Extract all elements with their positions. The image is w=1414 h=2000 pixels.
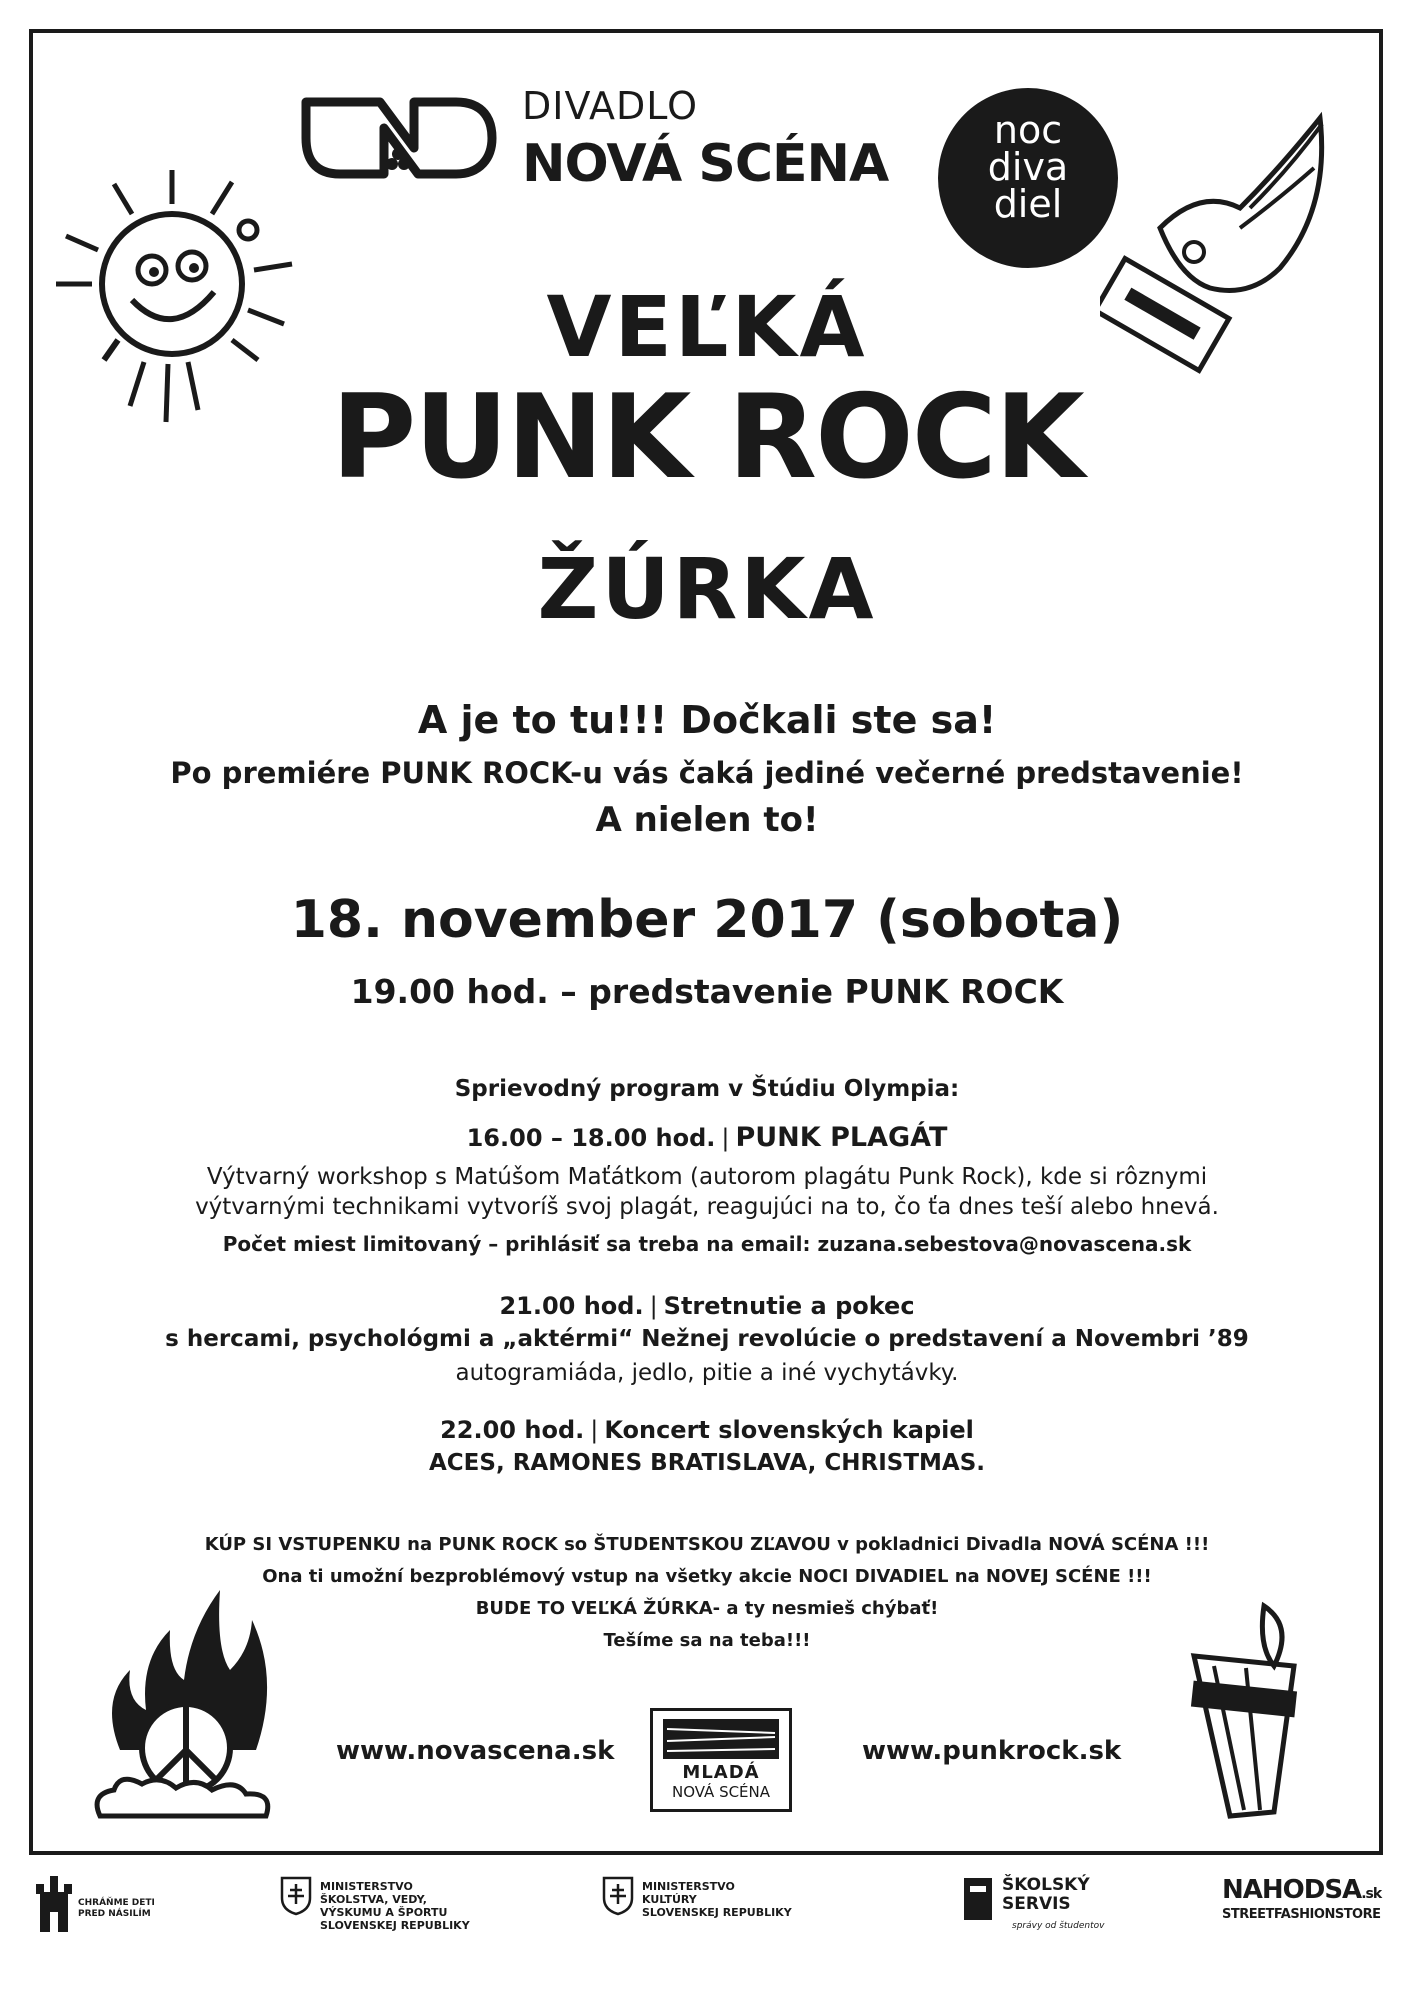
- ministry2-line2: KULTÚRY: [642, 1893, 697, 1906]
- intro-line3: A nielen to!: [595, 800, 819, 840]
- sponsor-nahodsa: [1222, 1876, 1381, 1921]
- nahodsa-suffix: .sk: [1361, 1886, 1382, 1902]
- intro-line1: A je to tu!!! Dočkali ste sa!: [417, 698, 997, 742]
- title-line2: PUNK ROCK: [331, 370, 1083, 505]
- ministry1-line2: ŠKOLSTVA, VEDY,: [320, 1893, 427, 1906]
- program-item-time: 22.00 hod.: [440, 1416, 585, 1444]
- scribble-icon: [663, 1719, 779, 1759]
- event-time: 19.00 hod. – predstavenie PUNK ROCK: [350, 972, 1064, 1011]
- footer-line3: BUDE TO VEĽKÁ ŽÚRKA- a ty nesmieš chýbať!: [475, 1598, 939, 1619]
- program-item-name: Koncert slovenských kapiel: [604, 1416, 974, 1444]
- footer-line4: Tešíme sa na teba!!!: [603, 1630, 811, 1651]
- logo-line1: DIVADLO: [522, 84, 699, 128]
- program-item-2-desc1: s hercami, psychológmi a „aktérmi“ Nežnej revolúcie o predstavení a Novembri ’89: [165, 1326, 1249, 1352]
- skolsky-line1: ŠKOLSKÝ: [1002, 1875, 1090, 1895]
- mlada-line2: NOVÁ SCÉNA: [671, 1783, 771, 1801]
- ministry2-line3: SLOVENSKEJ REPUBLIKY: [642, 1906, 792, 1919]
- separator: |: [590, 1416, 599, 1444]
- book-icon: [962, 1876, 994, 1922]
- nahodsa-line2: STREETFASHIONSTORE: [1222, 1907, 1381, 1922]
- noc-divadiel-badge: [938, 88, 1118, 268]
- castle-icon: [36, 1876, 72, 1932]
- ministry2-line1: MINISTERSTVO: [642, 1880, 735, 1893]
- footer-line2: Ona ti umožní bezproblémový vstup na všetky akcie NOCI DIVADIEL na NOVEJ SCÉNE !!!: [262, 1566, 1152, 1587]
- badge-line1: noc: [993, 108, 1063, 152]
- program-item-3-desc1: ACES, RAMONES BRATISLAVA, CHRISTMAS.: [429, 1450, 985, 1476]
- skolsky-line2: SERVIS: [1002, 1894, 1071, 1914]
- ministry1-line3: VÝSKUMU A ŠPORTU: [320, 1906, 448, 1919]
- program-item-name: PUNK PLAGÁT: [735, 1122, 948, 1153]
- program-item-time: 16.00 – 18.00 hod.: [466, 1124, 716, 1152]
- logo-line2: NOVÁ SCÉNA: [522, 134, 889, 194]
- slovak-coat-of-arms-icon: [280, 1876, 312, 1916]
- link-novascena[interactable]: www.novascena.sk: [336, 1736, 615, 1766]
- nahodsa-line1: NAHODSA: [1222, 1875, 1362, 1905]
- footer-line1: KÚP SI VSTUPENKU na PUNK ROCK so ŠTUDENTSKOU ZĽAVOU v pokladnici Divadla NOVÁ SCÉNA !!!: [204, 1534, 1210, 1555]
- separator: |: [721, 1124, 730, 1152]
- title-line1: VEĽKÁ: [546, 278, 868, 376]
- slovak-coat-of-arms-icon: [602, 1876, 634, 1916]
- nova-scena-logo-icon: [296, 88, 502, 188]
- program-item-time: 21.00 hod.: [499, 1292, 644, 1320]
- ministry1-line4: SLOVENSKEJ REPUBLIKY: [320, 1919, 470, 1932]
- badge-line3: diel: [993, 182, 1063, 226]
- separator: |: [649, 1292, 658, 1320]
- badge-line2: diva: [987, 145, 1069, 189]
- program-item-2-title: [0, 1292, 1414, 1320]
- title-line3: ŽÚRKA: [537, 540, 877, 638]
- program-item-1-desc2: výtvarnými technikami vytvoríš svoj plagát, reagujúci na to, čo ťa dnes teší alebo hnevá.: [195, 1194, 1219, 1220]
- mlada-nova-scena-logo: [650, 1708, 792, 1812]
- program-heading: Sprievodný program v Štúdiu Olympia:: [454, 1076, 960, 1102]
- program-item-3-title: [0, 1416, 1414, 1444]
- sponsor-chranme-text: CHRÁŇME DETI PRED NÁSILÍM: [78, 1898, 155, 1919]
- intro-line2: Po premiére PUNK ROCK-u vás čaká jediné večerné predstavenie!: [170, 756, 1244, 790]
- skolsky-sub: správy od študentov: [1012, 1921, 1105, 1931]
- program-item-1-title: [0, 1122, 1414, 1153]
- program-item-2-desc2: autogramiáda, jedlo, pitie a iné vychytávky.: [455, 1360, 959, 1386]
- link-punkrock[interactable]: www.punkrock.sk: [862, 1736, 1122, 1766]
- mlada-line1: MLADÁ: [682, 1762, 760, 1783]
- dynamite-icon: [1174, 1596, 1324, 1826]
- ministry1-line1: MINISTERSTVO: [320, 1880, 413, 1893]
- program-item-1-note: Počet miest limitovaný – prihlásiť sa treba na email: zuzana.sebestova@novascena.sk: [222, 1232, 1192, 1256]
- program-item-name: Stretnutie a pokec: [663, 1292, 915, 1320]
- burning-peace-sign-icon: [80, 1580, 290, 1830]
- event-date: 18. november 2017 (sobota): [290, 890, 1124, 950]
- program-item-1-desc1: Výtvarný workshop s Matúšom Maťátkom (autorom plagátu Punk Rock), kde si rôznymi: [206, 1164, 1208, 1190]
